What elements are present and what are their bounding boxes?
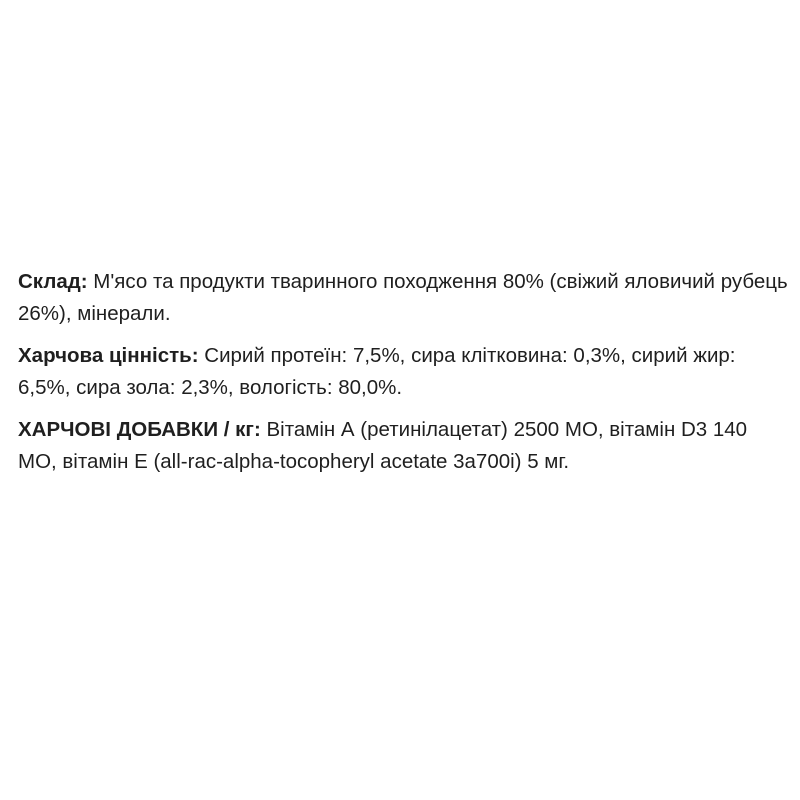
- product-info: [18, 266, 788, 488]
- composition-paragraph: [18, 266, 788, 330]
- additives-paragraph: [18, 414, 788, 478]
- composition-text: М'ясо та продукти тваринного походження 80% (свіжий яловичий рубець 26%), мінерали.: [18, 270, 788, 325]
- additives-label: ХАРЧОВІ ДОБАВКИ / кг:: [18, 418, 261, 441]
- additives-text: Вітамін А (ретинілацетат) 2500 МО, вітамін D3 140 МО, вітамін Е (all-rac-alpha-tocopheryl acetate 3a700i) 5 мг.: [18, 418, 748, 473]
- composition-label: Склад:: [18, 270, 88, 293]
- nutrition-label: Харчова цінність:: [18, 344, 199, 367]
- nutrition-text: Сирий протеїн: 7,5%, сира клітковина: 0,3%, сирий жир: 6,5%, сира зола: 2,3%, вологість: 80,0%.: [18, 344, 736, 399]
- nutrition-paragraph: [18, 340, 788, 404]
